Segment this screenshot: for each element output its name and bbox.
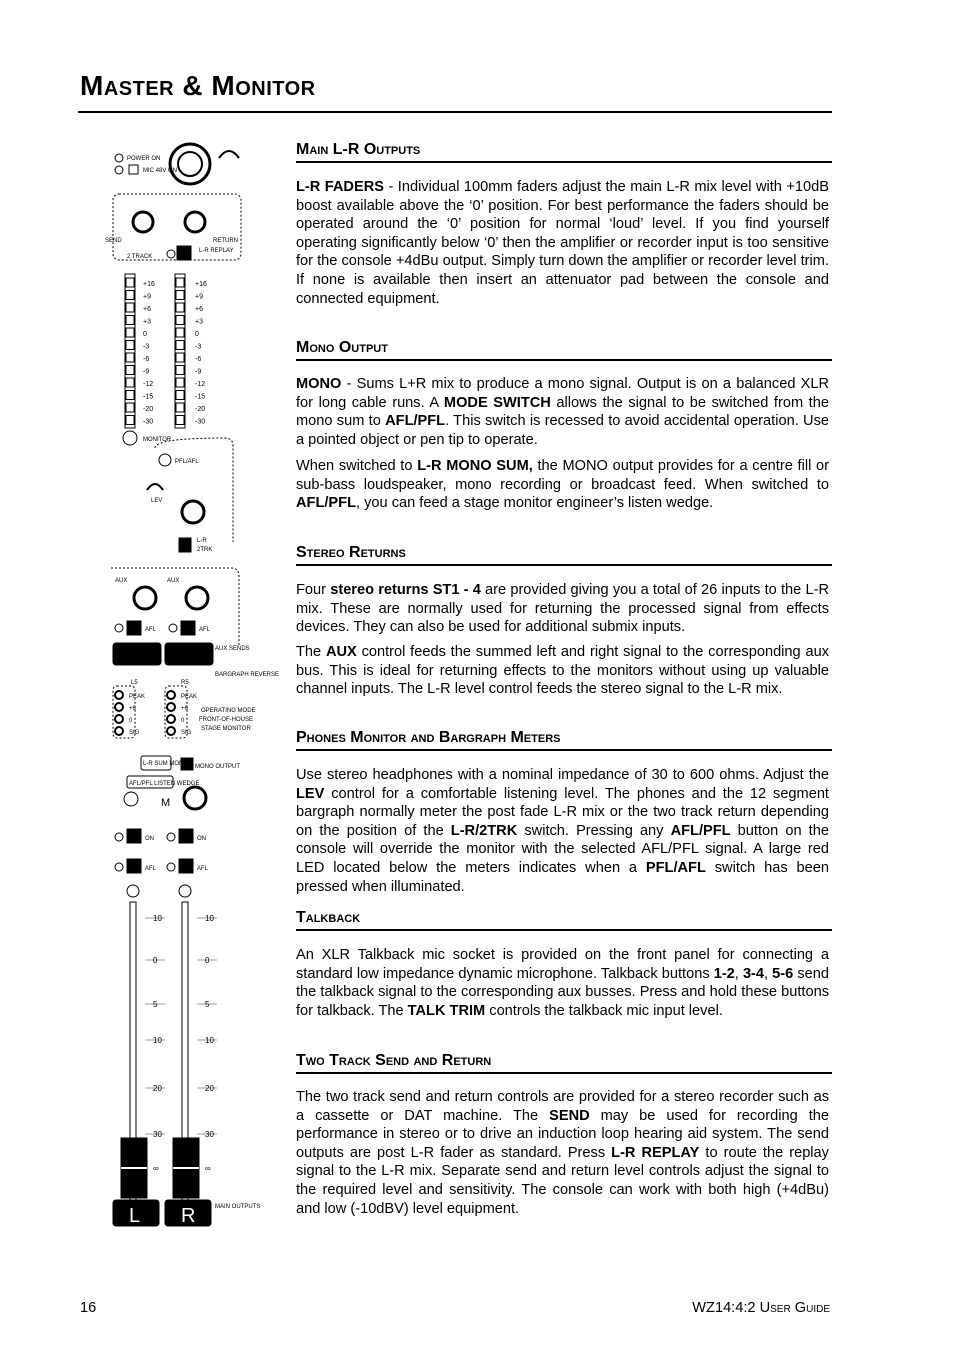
meter-scale-label: +9	[195, 293, 203, 301]
two-track-label: 2 TRACK	[127, 254, 153, 260]
headphones-icon	[219, 151, 239, 158]
meter-scale-label: -9	[195, 368, 202, 376]
meter-scale-label: +16	[195, 281, 207, 288]
monitor-led-icon	[123, 431, 137, 445]
para-two-track-1: The two track send and return controls are provided for a stereo recorder such as a cassette or DAT machine. The SEND may be used for recording the performance in stereo or to drive an induction loop hearing aid system. The send outputs are post L-R fader as standard. Press L-R REPLAY to route the replay signal to the L-R mix. Separate send and return level controls adjust the signal to the required level and sensitivity. The console can work with both high (+4dBu) and low (-10dBV) level equipment.	[296, 1089, 829, 1217]
aux-sends-label: AUX SENDS	[215, 646, 250, 652]
aux-label-1: AUX	[115, 578, 128, 584]
meter-segment	[176, 303, 184, 312]
lev-knob[interactable]	[182, 501, 204, 523]
aux-knob-1[interactable]	[134, 587, 156, 609]
mono-knob[interactable]	[184, 787, 206, 809]
phones-jack-icon	[170, 144, 210, 184]
meter-scale-label: -9	[143, 368, 150, 376]
on-button-l[interactable]	[127, 829, 141, 843]
meter-scale-label: -3	[195, 343, 202, 351]
fader-screw-l	[127, 885, 139, 897]
fader-screw-r	[179, 885, 191, 897]
meter-scale-label: -6	[143, 356, 150, 363]
afl-led-1	[115, 624, 123, 632]
aux-label-2: AUX	[167, 578, 180, 584]
meter-segment	[176, 278, 184, 287]
lr-replay-button[interactable]	[177, 246, 191, 260]
m-label: M	[161, 797, 171, 809]
afl-led-l	[115, 863, 123, 871]
mic-48v-switch[interactable]	[129, 165, 138, 174]
afl-label-l: AFL	[145, 866, 157, 872]
meter-segment	[126, 316, 134, 325]
power-led-icon	[115, 154, 123, 162]
meter-segment	[126, 391, 134, 400]
meter-scale-label: +6	[143, 306, 151, 313]
lr-2trk-switch[interactable]	[179, 538, 191, 552]
meter-scale-label: -15	[195, 393, 206, 401]
page-title: Master & Monitor	[80, 70, 316, 101]
meter-segment	[176, 378, 184, 387]
meter-scale-label: -3	[143, 343, 150, 351]
r5-label: R5	[181, 680, 189, 686]
fader-scale-label: 20	[205, 1084, 214, 1093]
on-button-r[interactable]	[179, 829, 193, 843]
lr-replay-led	[167, 250, 175, 258]
led-label-0: 0	[129, 718, 133, 724]
para-stereo-2: The AUX control feeds the summed left and right signal to the corresponding aux bus. This is ideal for returning effects to the monitors without using up valuable channel inputs. The L-R level control feeds the stereo signal to the L-R mix.	[296, 644, 829, 698]
on-led-r	[167, 833, 175, 841]
afl-label-1: AFL	[145, 627, 157, 633]
led-label-sig-r: SIG	[181, 730, 192, 736]
meter-scale-label: 0	[195, 331, 199, 338]
return-label: RETURN	[213, 238, 238, 244]
led-label-peak-r: PEAK	[181, 694, 198, 700]
fader-scale-label: 20	[153, 1084, 162, 1093]
heading-mono-output: Mono Output	[296, 339, 832, 361]
aux-knob-2[interactable]	[186, 587, 208, 609]
fader-scale-label: ∞	[153, 1164, 159, 1173]
fader-scale-label: 10	[153, 1036, 162, 1045]
meter-segment	[126, 403, 134, 412]
meter-segment	[176, 353, 184, 362]
afl-led-r	[167, 863, 175, 871]
fader-scale-label: 5	[205, 1000, 210, 1009]
title-rule	[78, 111, 832, 113]
afl-listen-wedge-label: AFL/PFL LISTEN WEDGE	[129, 781, 200, 787]
para-stereo-1: Four stereo returns ST1 - 4 are provided giving you a total of 26 inputs to the L-R mix. These are normally used for returning the processed signal from effects devices. They can also be used for additional submix inputs.	[296, 582, 829, 636]
l-label: L	[129, 1205, 141, 1227]
fader-scale-label: 10	[205, 1036, 214, 1045]
mono-output-label: MONO OUTPUT	[195, 764, 240, 770]
fader-scale-label: 10	[153, 914, 162, 923]
operating-mode-label: OPERATING MODE	[201, 708, 256, 714]
meter-scale-label: -6	[195, 356, 202, 363]
meter-segment	[126, 291, 134, 300]
meter-segment	[176, 416, 184, 425]
para-lr-faders: L-R FADERS - Individual 100mm faders adjust the main L-R mix level with +10dB boost available above the ‘0’ position. For best performance the faders should be operated around the ‘0’ position for normal ‘loud’ level. If you find yourself operating significantly below ‘0’ then the amplifier or recorder input is too sensitive for the console +4dBu output. Simply turn down the amplifier or recorder level trim. If none is available then insert an attenuator pad between the console and connected equipment.	[296, 179, 830, 307]
meter-scale-label: 0	[143, 331, 147, 338]
para-phones-1: Use stereo headphones with a nominal impedance of 30 to 600 ohms. Adjust the LEV control for a comfortable listening level. The phones and the 12 segment bargraph normally meter the post fade L-R mix or the two track return depending on the position of the L-R/2TRK switch. Pressing any AFL/PFL button on the console will override the monitor with the selected AFL/PFL signal. A large red LED located below the meters indicates when a PFL/AFL switch has been pressed when illuminated.	[296, 767, 829, 895]
afl-led-2	[169, 624, 177, 632]
on-label-l: ON	[145, 836, 154, 842]
on-label-r: ON	[197, 836, 206, 842]
meter-segment	[126, 353, 134, 362]
afl-button-2[interactable]	[181, 621, 195, 635]
monitor-label: MONITOR	[143, 437, 172, 443]
meter-segment	[126, 416, 134, 425]
meter-scale-label: -12	[195, 381, 206, 388]
footer-guide-title	[692, 1300, 830, 1316]
lr-sum-mono-label: L-R SUM MONO	[143, 761, 188, 767]
meter-segment	[126, 328, 134, 337]
mixer-panel-illustration	[105, 138, 280, 1238]
meter-segment	[126, 378, 134, 387]
front-of-house-label: FRONT-OF-HOUSE	[199, 717, 253, 723]
afl-button-l[interactable]	[127, 859, 141, 873]
lr-label: L-R	[197, 538, 207, 544]
heading-talkback: Talkback	[296, 909, 832, 931]
meter-scale-label: -15	[143, 393, 154, 401]
l5-label: L5	[131, 680, 138, 686]
led-label-6-r: +6	[181, 706, 188, 712]
meter-scale-label: +3	[195, 318, 203, 326]
main-outputs-label: MAIN OUTPUTS	[215, 1204, 261, 1210]
mono-xlr-icon	[124, 792, 138, 806]
footer-guide-model: WZ14:4:2	[692, 1300, 760, 1316]
pfl-afl-label: PFL/AFL	[175, 459, 199, 465]
heading-phones-monitor: Phones Monitor and Bargraph Meters	[296, 729, 832, 751]
footer-page-number: 16	[80, 1300, 97, 1316]
meter-segment	[176, 291, 184, 300]
meter-segment	[126, 278, 134, 287]
meter-segment	[176, 341, 184, 350]
led-label-0-r: 0	[181, 718, 185, 724]
meter-scale-label: -20	[195, 406, 206, 413]
return-knob[interactable]	[185, 212, 205, 232]
meter-scale-label: +9	[143, 293, 151, 301]
meter-scale-label: -30	[143, 418, 154, 426]
meter-segment	[126, 366, 134, 375]
fader-scale-label: 0	[205, 956, 210, 965]
lev-label: LEV	[151, 498, 163, 504]
send-knob[interactable]	[133, 212, 153, 232]
meter-segment	[176, 328, 184, 337]
led-label-sig: SIG	[129, 730, 140, 736]
fader-scale-label: 30	[205, 1130, 214, 1139]
stage-monitor-label: STAGE MONITOR	[201, 726, 251, 732]
lr-replay-label: L-R REPLAY	[199, 248, 234, 254]
meter-segment	[176, 316, 184, 325]
lev-headphones-icon	[147, 484, 163, 490]
on-led-l	[115, 833, 123, 841]
heading-two-track: Two Track Send and Return	[296, 1052, 832, 1074]
meter-scale-label: -12	[143, 381, 154, 388]
r-label: R	[181, 1205, 196, 1227]
fader-scale-label: 0	[153, 956, 158, 965]
rev-button-2[interactable]	[165, 643, 213, 665]
led-label-6: +6	[129, 706, 136, 712]
meter-scale-label: +6	[195, 306, 203, 313]
meter-scale-label: +16	[143, 281, 155, 288]
afl-button-1[interactable]	[127, 621, 141, 635]
bargraph-reverse-label: BARGRAPH REVERSE	[215, 672, 280, 678]
meter-scale-label: +3	[143, 318, 151, 326]
heading-stereo-returns: Stereo Returns	[296, 544, 832, 566]
meter-segment	[126, 303, 134, 312]
fader-scale-label: 30	[153, 1130, 162, 1139]
power-on-label: POWER ON	[127, 156, 161, 162]
mic-48v-label: MIC 48V ON	[143, 168, 178, 174]
pfl-afl-led	[159, 454, 171, 466]
fader-scale-label: 10	[205, 914, 214, 923]
rev-button-1[interactable]	[113, 643, 161, 665]
fader-scale-label: ∞	[205, 1164, 211, 1173]
send-label: SEND	[105, 238, 122, 244]
afl-button-r[interactable]	[179, 859, 193, 873]
meter-segment	[176, 403, 184, 412]
meter-segment	[176, 366, 184, 375]
fader-scale-label: 5	[153, 1000, 158, 1009]
heading-main-lr-outputs: Main L-R Outputs	[296, 141, 832, 163]
para-talkback-1: An XLR Talkback mic socket is provided on the front panel for connecting a standard low impedance dynamic microphone. Talkback buttons 1-2, 3-4, 5-6 send the talkback signal to the corresponding aux busses. Press and hold these buttons for talkback. The TALK TRIM controls the talkback mic input level.	[296, 947, 829, 1019]
afl-label-r: AFL	[197, 866, 209, 872]
afl-label-2: AFL	[199, 627, 211, 633]
para-mono-2: When switched to L-R MONO SUM, the MONO output provides for a centre fill or sub-bass loudspeaker, mono recording or broadcast feed. When switched to AFL/PFL, you can feed a stage monitor engineer’s listen wedge.	[296, 458, 829, 512]
meter-scale-label: -20	[143, 406, 154, 413]
led-label-peak: PEAK	[129, 694, 146, 700]
two-trk-label: 2TRK	[197, 547, 213, 553]
para-mono-1: MONO - Sums L+R mix to produce a mono signal. Output is on a balanced XLR for long cable runs. A MODE SWITCH allows the signal to be switched from the mono sum to AFL/PFL. This switch is recessed to avoid accidental operation. Use a pointed object or pen tip to operate.	[296, 376, 829, 448]
meter-segment	[176, 391, 184, 400]
meter-scale-label: -30	[195, 418, 206, 426]
footer-guide-label: User Guide	[759, 1300, 830, 1316]
meter-segment	[126, 341, 134, 350]
